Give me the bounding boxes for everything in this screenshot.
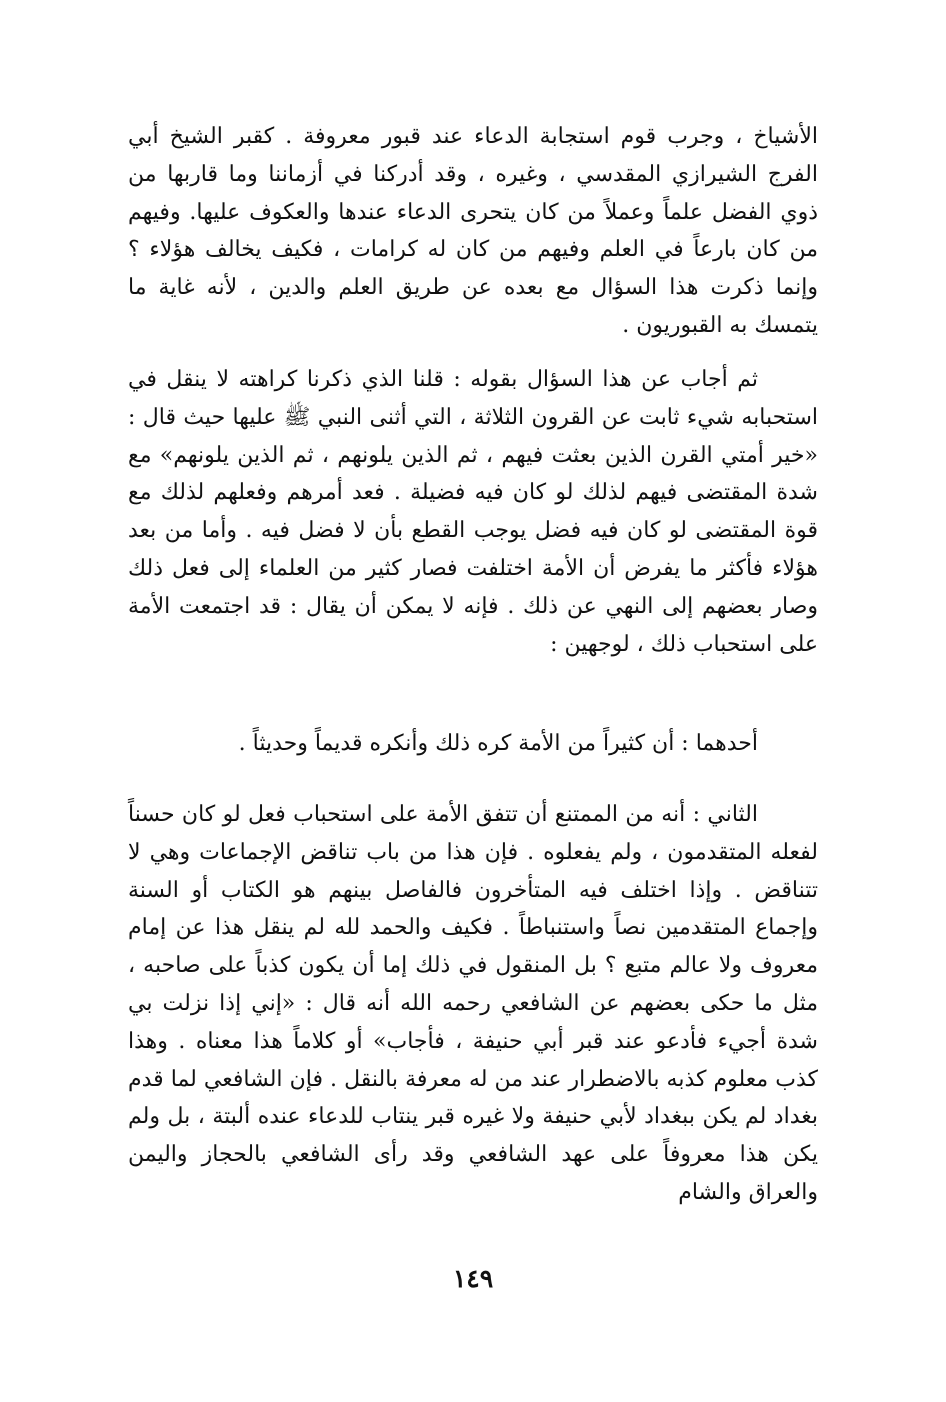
paragraph-3	[128, 725, 818, 763]
page-number: ١٤٩	[452, 1264, 494, 1293]
paragraph-1	[128, 118, 818, 345]
paragraph-1-text: الأشياخ ، وجرب قوم استجابة الدعاء عند قبور معروفة . كقبر الشيخ أبي الفرج الشيرازي المقدسي ، وغيره ، وقد أدركنا في أزماننا وما قاربها من ذوي الفضل علماً وعملاً من كان يتحرى الدعاء عندها والعكوف عليها. وفيهم من كان بارعاً في العلم وفيهم من كان له كرامات ، فكيف يخالف هؤلاء ؟ وإنما ذكرت هذا السؤال مع بعده عن طريق العلم والدين ، لأنه غاية ما يتمسك به القبوريون .	[128, 124, 818, 338]
paragraph-4	[128, 796, 818, 1212]
paragraph-4-text: الثاني : أنه من الممتنع أن تتفق الأمة على استحباب فعل لو كان حسناً لفعله المتقدمون ، ولم يفعلوه . فإن هذا من باب تناقض الإجماعات وهي لا تتناقض . وإذا اختلف فيه المتأخرون فالفاصل بينهم هو الكتاب أو السنة وإجماع المتقدمين نصاً واستنباطاً . فكيف والحمد لله لم ينقل هذا عن إمام معروف ولا عالم متبع ؟ بل المنقول في ذلك إما أن يكون كذباً على صاحبه ، مثل ما حكى بعضهم عن الشافعي رحمه الله أنه قال : «إني إذا نزلت بي شدة أجيء فأدعو عند قبر أبي حنيفة ، فأجاب» أو كلاماً هذا معناه . وهذا كذب معلوم كذبه بالاضطرار عند من له معرفة بالنقل . فإن الشافعي لما قدم بغداد لم يكن ببغداد لأبي حنيفة ولا غيره قبر ينتاب للدعاء عنده ألبتة ، بل ولم يكن هذا معروفاً على عهد الشافعي وقد رأى الشافعي بالحجاز واليمن والعراق والشام	[128, 802, 818, 1205]
paragraph-2-text: ثم أجاب عن هذا السؤال بقوله : قلنا الذي ذكرنا كراهته لا ينقل في استحبابه شيء ثابت عن القرون الثلاثة ، التي أثنى النبي ﷺ عليها حيث قال : «خير أمتي القرن الذين بعثت فيهم ، ثم الذين يلونهم ، ثم الذين يلونهم» مع شدة المقتضى فيهم لذلك لو كان فيه فضيلة . فعد أمرهم وفعلهم لذلك مع قوة المقتضى لو كان فيه فضل يوجب القطع بأن لا فضل فيه . وأما من بعد هؤلاء فأكثر ما يفرض أن الأمة اختلفت فصار كثير من العلماء إلى فعل ذلك وصار بعضهم إلى النهي عن ذلك . فإنه لا يمكن أن يقال : قد اجتمعت الأمة على استحباب ذلك ، لوجهين :	[128, 367, 818, 657]
paragraph-3-text: أحدهما : أن كثيراً من الأمة كره ذلك وأنكره قديماً وحديثاً .	[238, 731, 758, 756]
paragraph-2	[128, 361, 818, 663]
